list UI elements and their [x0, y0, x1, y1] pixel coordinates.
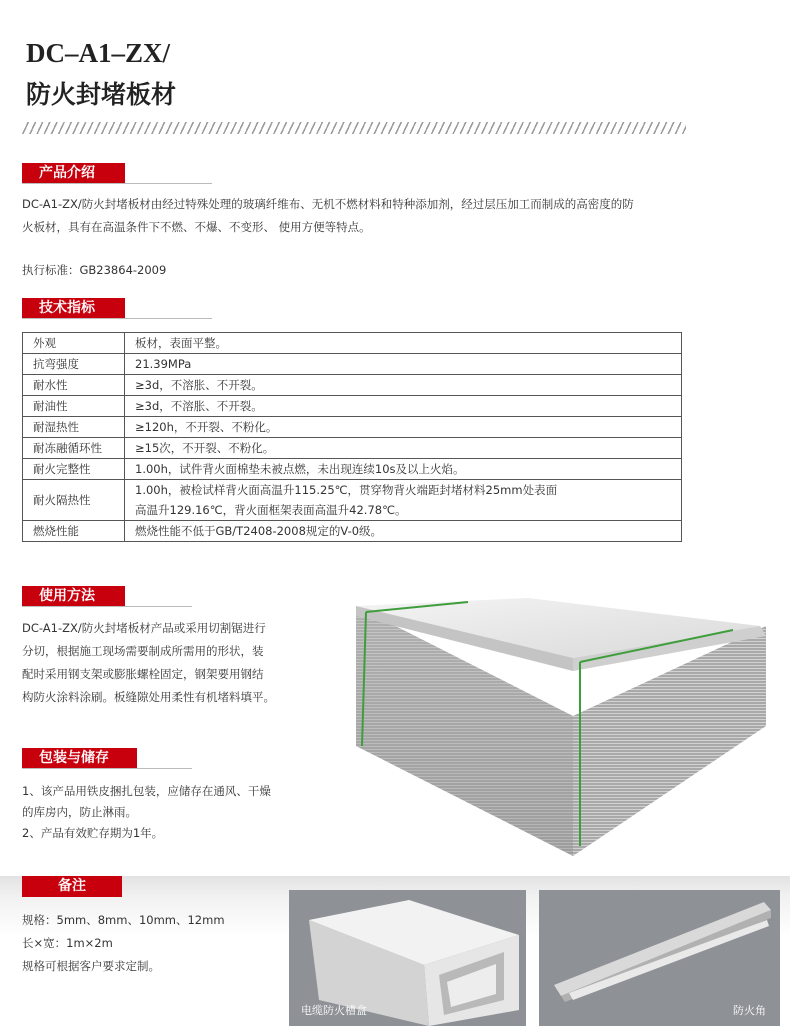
product-model-title: DC–A1–ZX/ [26, 38, 171, 68]
usage-line: 分切，根据施工现场需要制成所需用的形状，装 [22, 644, 264, 658]
cable-tray-caption: 电缆防火槽盒 [301, 1004, 367, 1017]
usage-line: 构防火涂料涂刷。板缝隙处用柔性有机堵料填平。 [22, 690, 275, 704]
table-row [23, 438, 682, 459]
intro-section-heading: 产品介绍 [22, 163, 125, 184]
packaging-line: 1、该产品用铁皮捆扎包装，应储存在通风、干燥 [22, 784, 271, 798]
spec-value: 燃烧性能不低于GB/T2408-2008规定的V-0级。 [125, 521, 682, 542]
fireproof-angle-photo [539, 890, 780, 1026]
spec-value: ≥3d，不溶胀、不开裂。 [125, 375, 682, 396]
cable-tray-photo [289, 890, 526, 1026]
spec-label: 耐油性 [23, 396, 125, 417]
table-row [23, 459, 682, 480]
packaging-line: 2、产品有效贮存期为1年。 [22, 826, 164, 840]
table-row [23, 417, 682, 438]
spec-value-line2: 高温升129.16℃，背火面框架表面高温升42.78℃。 [135, 503, 407, 517]
spec-label: 耐火隔热性 [23, 480, 125, 521]
usage-line: DC-A1-ZX/防火封堵板材产品或采用切割锯进行 [22, 621, 266, 635]
intro-description-line1: DC-A1-ZX/防火封堵板材由经过特殊处理的玻璃纤维布、无机不燃材料和特种添加剂，经过层压加工而制成的高密度的防 [22, 197, 634, 211]
usage-section-heading: 使用方法 [22, 586, 125, 607]
table-row [23, 480, 682, 521]
fireproof-angle-caption: 防火角 [733, 1004, 766, 1017]
spec-label: 燃烧性能 [23, 521, 125, 542]
specs-heading-underline [22, 318, 212, 319]
spec-value: ≥15次，不开裂、不粉化。 [125, 438, 682, 459]
spec-value: 21.39MPa [125, 354, 682, 375]
spec-label: 抗弯强度 [23, 354, 125, 375]
table-row [23, 333, 682, 354]
spec-value: ≥120h，不开裂、不粉化。 [125, 417, 682, 438]
table-row [23, 375, 682, 396]
table-row [23, 521, 682, 542]
product-name-title: 防火封堵板材 [26, 80, 177, 109]
usage-heading-underline [22, 606, 192, 607]
specs-section-heading: 技术指标 [22, 298, 125, 319]
spec-value: 1.00h，试件背火面棉垫未被点燃，未出现连续10s及以上火焰。 [125, 459, 682, 480]
fireproof-board-stack-image [348, 596, 768, 864]
notes-line: 规格：5mm、8mm、10mm、12mm [22, 913, 225, 927]
intro-heading-underline [22, 183, 212, 184]
spec-label: 耐水性 [23, 375, 125, 396]
table-row [23, 354, 682, 375]
spec-label: 外观 [23, 333, 125, 354]
spec-label: 耐湿热性 [23, 417, 125, 438]
decorative-hatch-divider [22, 122, 686, 134]
table-row [23, 396, 682, 417]
spec-value: 板材，表面平整。 [125, 333, 682, 354]
packaging-heading-underline [22, 768, 192, 769]
spec-label: 耐冻融循环性 [23, 438, 125, 459]
spec-label: 耐火完整性 [23, 459, 125, 480]
spec-value-line1: 1.00h，被检试样背火面高温升115.25℃，贯穿物背火端距封堵材料25mm处表面 [135, 483, 558, 497]
intro-description-line2: 火板材，具有在高温条件下不燃、不爆、不变形、 使用方便等特点。 [22, 220, 371, 234]
packaging-section-heading: 包装与储存 [22, 748, 137, 769]
packaging-line: 的库房内，防止淋雨。 [22, 805, 137, 819]
usage-line: 配时采用钢支架或膨胀螺栓固定，钢架要用钢结 [22, 667, 264, 681]
notes-line: 长×宽：1m×2m [22, 936, 113, 950]
specs-table [22, 332, 682, 542]
notes-line: 规格可根据客户要求定制。 [22, 959, 160, 973]
notes-section-heading: 备注 [22, 876, 122, 897]
spec-value: ≥3d，不溶胀、不开裂。 [125, 396, 682, 417]
standard-text: 执行标准：GB23864-2009 [22, 263, 167, 277]
spec-value [125, 480, 682, 521]
